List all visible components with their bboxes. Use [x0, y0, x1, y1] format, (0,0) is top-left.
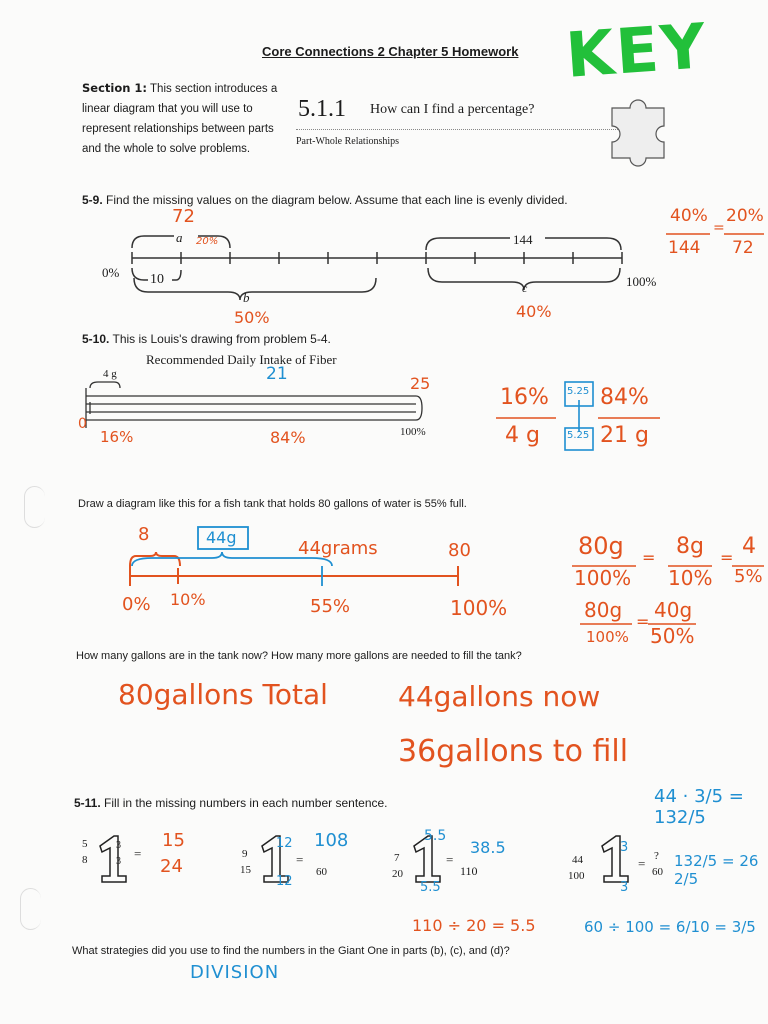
- a-rhs-n: 15: [162, 830, 185, 851]
- answer-20pct: 20%: [196, 236, 219, 247]
- problem-text: Find the missing values on the diagram below. Assume that each line is evenly divided.: [106, 193, 568, 207]
- fish-eq2: =: [720, 548, 734, 567]
- fish-eq3: =: [636, 612, 650, 631]
- punch-hole: [20, 888, 41, 930]
- lesson-number: 5.1.1: [298, 96, 346, 122]
- b-one-n: 12: [276, 836, 293, 851]
- work-d: 60 ÷ 100 = 6/10 = 3/5: [584, 918, 756, 936]
- label-0pct: 0%: [102, 265, 120, 280]
- label-10: 10: [150, 272, 164, 287]
- section-text: This section introduces a linear diagram that you will use to represent relationships between parts and the whole to solve problems.: [82, 83, 278, 155]
- b-den: 15: [240, 864, 251, 876]
- c-rhs-d: 110: [460, 864, 478, 878]
- strategy-answer: DIVISION: [190, 962, 280, 983]
- c-num: 7: [394, 852, 400, 864]
- a-den: 8: [82, 854, 88, 866]
- work-c: 110 ÷ 20 = 5.5: [412, 916, 536, 935]
- fish-w1-n2: 8g: [676, 534, 704, 559]
- label-c: c: [522, 281, 528, 295]
- label-zero: 0: [78, 416, 87, 432]
- work-d1: 4 g: [505, 423, 540, 448]
- work-x2: 5.25: [567, 430, 590, 441]
- section-label: Section 1:: [82, 81, 148, 95]
- problem-text: Fill in the missing numbers in each number sentence.: [104, 796, 388, 810]
- fish-w1-d3: 5%: [734, 566, 763, 587]
- b-num: 9: [242, 848, 248, 860]
- prop-d1: 144: [668, 238, 701, 258]
- fish-question: How many gallons are in the tank now? How many more gallons are needed to fill the tank?: [76, 650, 522, 662]
- lesson-subtitle: Part-Whole Relationships: [296, 136, 400, 147]
- fish-w1-n3: 4: [742, 534, 756, 559]
- b-rhs-d: 60: [316, 866, 327, 878]
- prop-d2: 72: [732, 238, 754, 258]
- answer-72: 72: [172, 206, 195, 227]
- fish-w2-n2: 40g: [654, 598, 693, 622]
- answer-40pct: 40%: [516, 302, 552, 321]
- fish-pct-10: 10%: [170, 590, 206, 609]
- work-x1: 5.25: [567, 386, 590, 397]
- fish-w1-d1: 100%: [574, 566, 632, 590]
- c-one-n: 5.5: [424, 828, 447, 844]
- label-4g: 4 g: [103, 368, 117, 380]
- work-d2: 21 g: [600, 423, 649, 448]
- fish-prompt: Draw a diagram like this for a fish tank that holds 80 gallons of water is 55% full.: [78, 498, 467, 510]
- c-one-d: 5.5: [420, 880, 441, 895]
- fish-w2-d2: 50%: [650, 624, 695, 648]
- problem-label: 5-11.: [74, 796, 101, 810]
- d-rhs-d: 60: [652, 866, 663, 878]
- c-rhs-n: 38.5: [470, 838, 506, 857]
- d-eq: =: [638, 856, 646, 871]
- prop-n2: 20%: [726, 206, 764, 226]
- a-num: 5: [82, 838, 88, 850]
- fish-top-44g: 44g: [206, 528, 237, 547]
- strategy-question: What strategies did you use to find the numbers in the Giant One in parts (b), (c), and (d)?: [72, 945, 510, 957]
- fish-top-80: 80: [448, 540, 471, 561]
- fish-w2-d1: 100%: [586, 628, 629, 646]
- fish-top-8: 8: [138, 524, 150, 545]
- fish-pct-100: 100%: [450, 596, 508, 620]
- page-title: Core Connections 2 Chapter 5 Homework: [262, 44, 519, 59]
- fish-pct-55: 55%: [310, 596, 351, 617]
- d-one-d: 3: [620, 880, 629, 895]
- label-b: b: [243, 290, 250, 305]
- fish-top-44grams: 44grams: [298, 538, 378, 559]
- fish-answer-fill: 36gallons to fill: [398, 734, 629, 769]
- fish-pct-0: 0%: [122, 594, 151, 615]
- fish-eq1: =: [642, 548, 656, 567]
- d-one-n: 3: [620, 840, 629, 855]
- a-eq: =: [134, 846, 142, 861]
- fish-w2-n1: 80g: [584, 598, 623, 622]
- key-stamp: KEY: [563, 9, 710, 92]
- lesson-question: How can I find a percentage?: [370, 102, 535, 117]
- answer-84pct: 84%: [270, 428, 306, 447]
- c-den: 20: [392, 868, 403, 880]
- answer-21: 21: [266, 364, 288, 384]
- prop-eq: =: [713, 220, 725, 236]
- fish-answer-total: 80gallons Total: [118, 678, 328, 711]
- problem-text: This is Louis's drawing from problem 5-4.: [112, 332, 331, 346]
- work-n1: 16%: [500, 385, 549, 410]
- fiber-chart-title: Recommended Daily Intake of Fiber: [146, 352, 337, 367]
- fish-w1-n1: 80g: [578, 532, 624, 560]
- b-rhs-n: 108: [314, 830, 349, 851]
- a-one-d: 3: [116, 856, 121, 867]
- d-answer: 132/5 = 26 2/5: [674, 852, 759, 888]
- work-n2: 84%: [600, 385, 649, 410]
- answer-50pct: 50%: [234, 308, 270, 327]
- fish-answer-now: 44gallons now: [398, 680, 601, 713]
- label-a: a: [176, 230, 183, 245]
- answer-25: 25: [410, 374, 431, 393]
- d-num: 44: [572, 854, 583, 866]
- answer-16pct: 16%: [100, 428, 134, 446]
- d-rhs-n: ?: [654, 850, 659, 862]
- a-rhs-d: 24: [160, 856, 183, 877]
- b-one-d: 12: [276, 874, 293, 889]
- label-144: 144: [513, 232, 533, 247]
- problem-label: 5-10.: [82, 332, 110, 346]
- work-top: 44 · 3/5 = 132/5: [654, 786, 744, 828]
- b-eq: =: [296, 852, 304, 867]
- label-100pct: 100%: [400, 426, 426, 438]
- label-100pct: 100%: [626, 274, 657, 289]
- c-eq: =: [446, 852, 454, 867]
- a-one-n: 3: [116, 840, 121, 851]
- problem-label: 5-9.: [82, 193, 103, 207]
- fish-w1-d2: 10%: [668, 566, 713, 590]
- prop-n1: 40%: [670, 206, 708, 226]
- d-den: 100: [568, 870, 585, 882]
